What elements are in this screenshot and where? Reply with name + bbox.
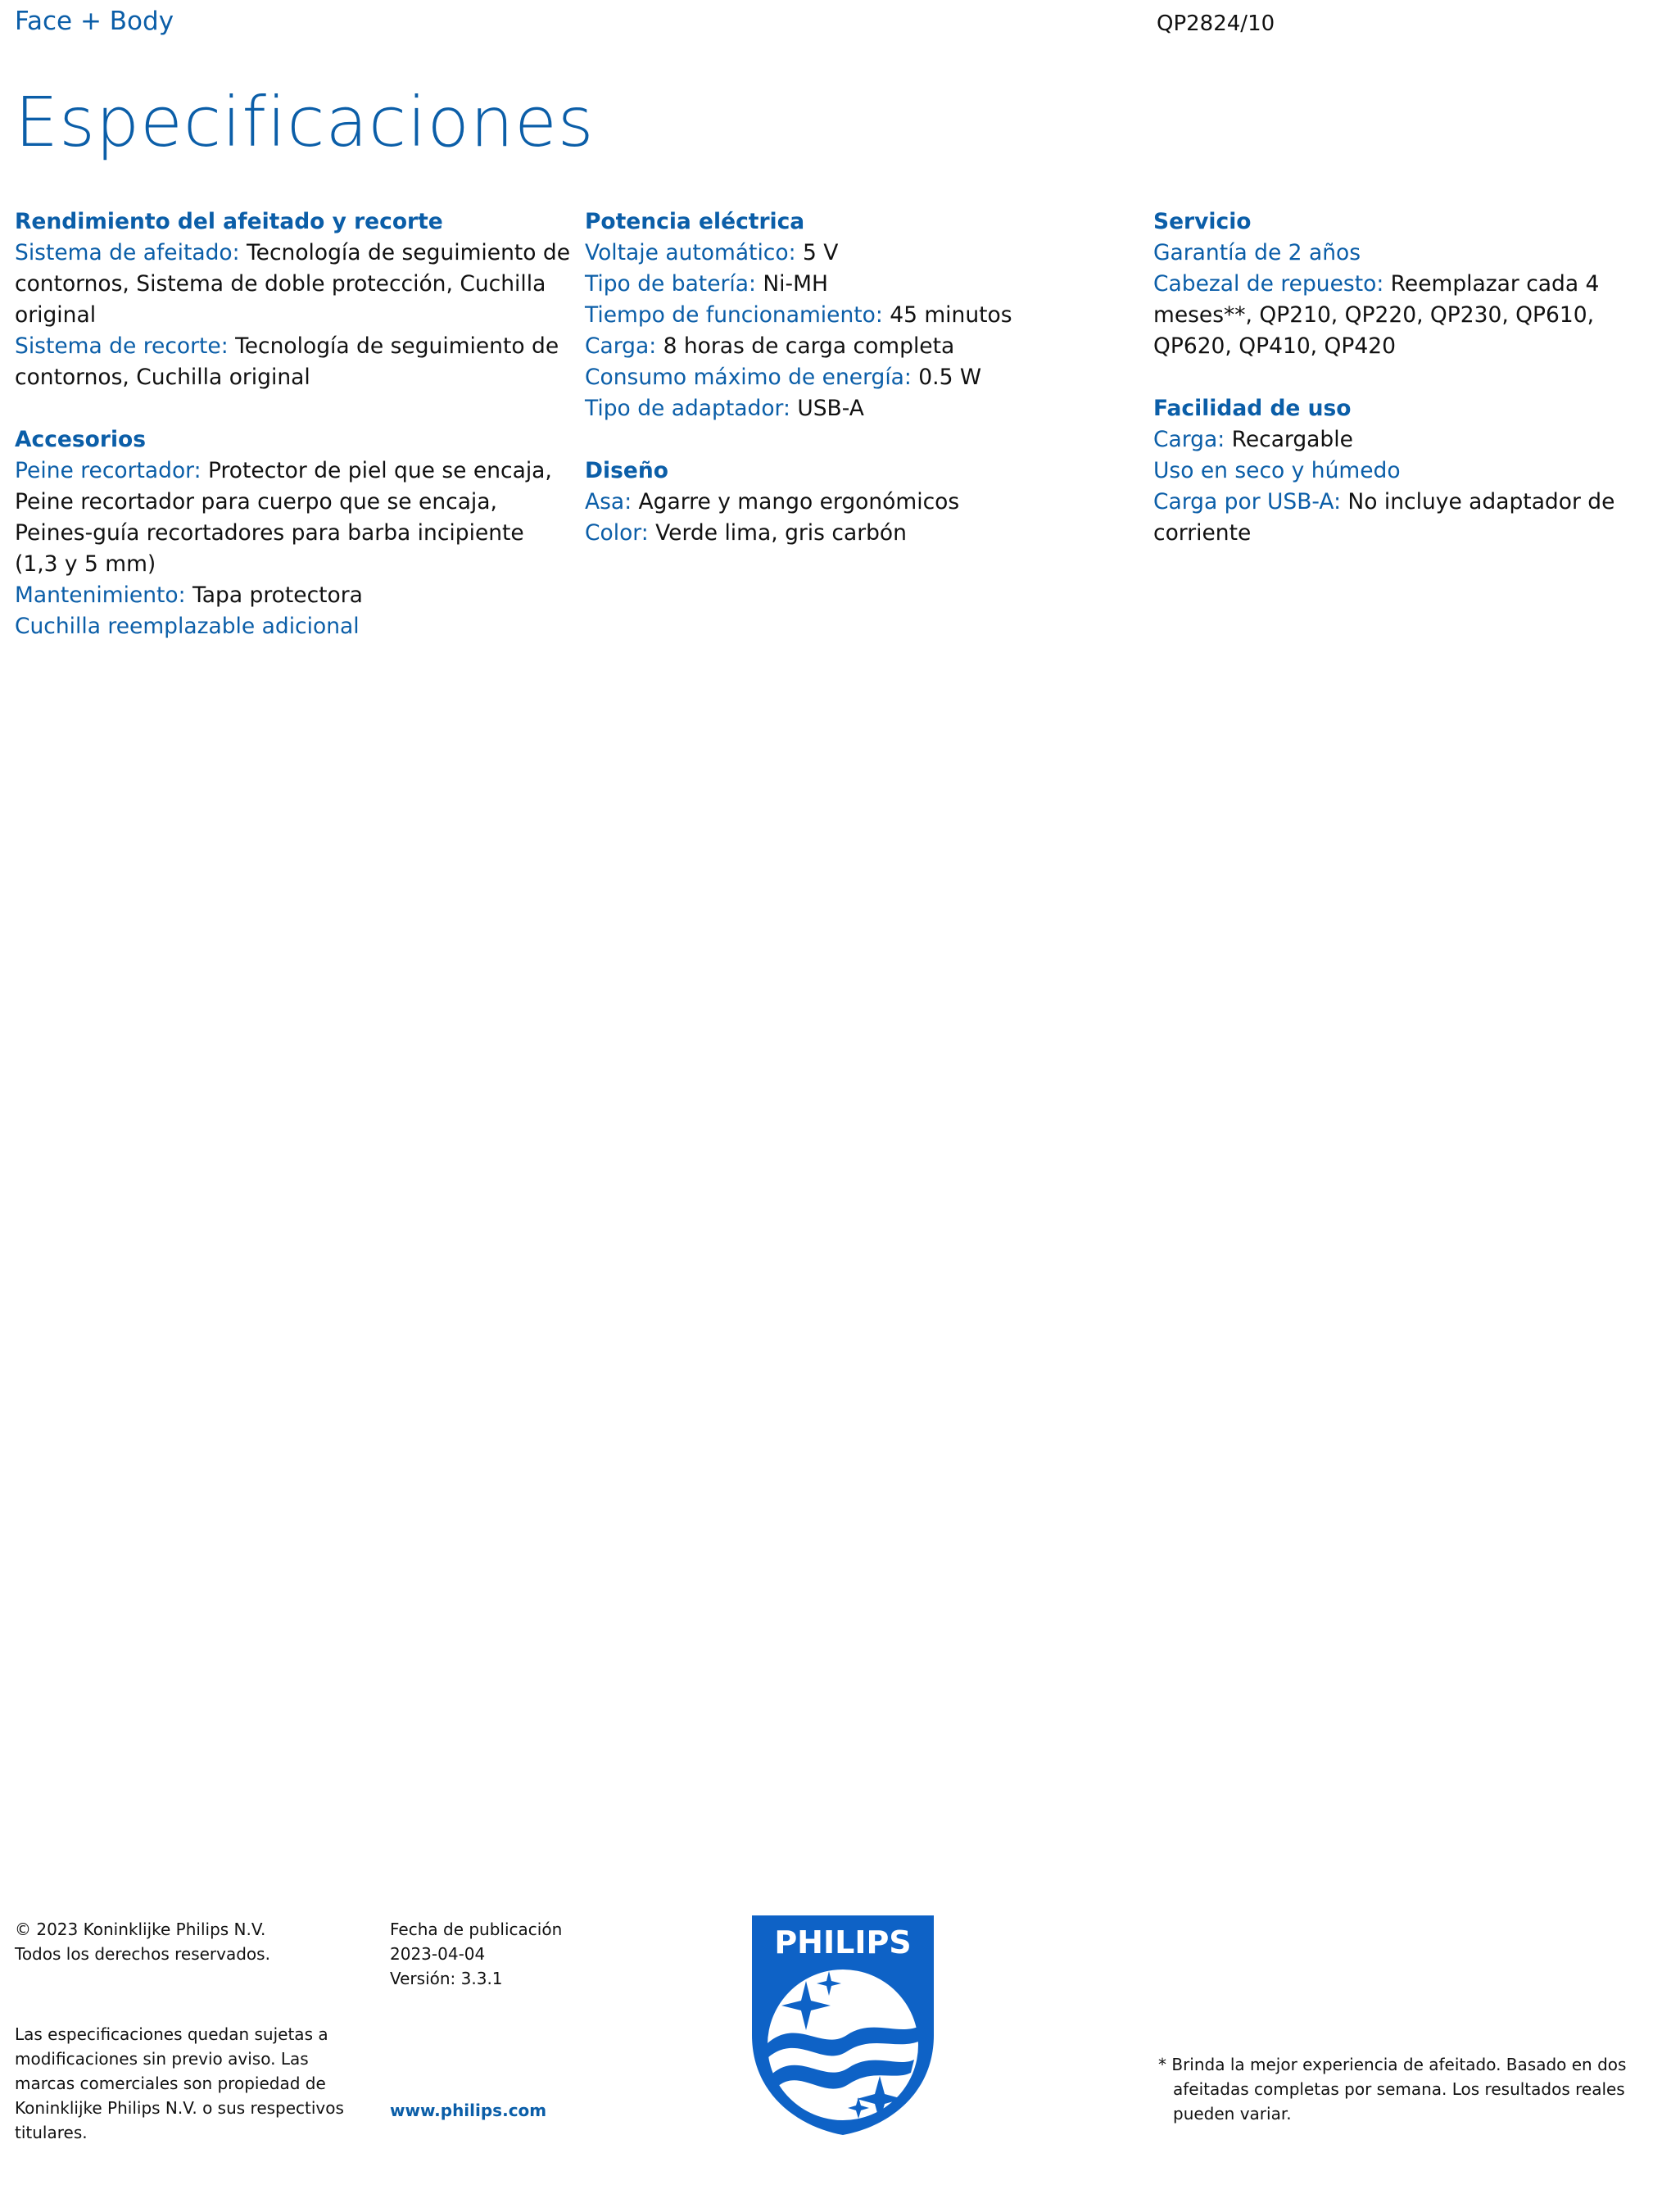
spec-section [1153, 393, 1661, 549]
spec-colon: : [875, 302, 890, 328]
spec-item [1153, 269, 1661, 362]
spec-value: Ni-MH [763, 271, 828, 297]
section-title: Diseño [585, 458, 668, 483]
spec-value: Verde lima, gris carbón [655, 520, 907, 546]
spec-label: Sistema de afeitado [15, 240, 233, 265]
spec-item [15, 331, 572, 393]
model-number: QP2824/10 [1157, 11, 1275, 36]
footer-publication [390, 1917, 636, 1991]
spec-item [585, 238, 1142, 269]
spec-value: Tecnología de seguimiento de contornos, Cuchilla original [15, 333, 559, 390]
rights-line: Todos los derechos reservados. [15, 1944, 270, 1964]
spec-item [1153, 456, 1661, 487]
publication-date: 2023-04-04 [390, 1944, 486, 1964]
spec-label: Garantía de 2 años [1153, 240, 1361, 265]
spec-colon: : [1376, 271, 1391, 297]
philips-shield-logo [749, 1912, 937, 2138]
spec-item [15, 456, 572, 580]
spec-label: Voltaje automático [585, 240, 789, 265]
spec-label: Carga [585, 333, 650, 359]
footer-legal-notice: Las especificaciones quedan sujetas a modificaciones sin previo aviso. Las marcas comerciales son propiedad de Koninklijke Philips N.V. o sus respectivos titulares. [15, 2024, 344, 2142]
spec-value: 5 V [802, 240, 839, 265]
spec-label: Tipo de adaptador [585, 396, 783, 421]
spec-value: No incluye adaptador de corriente [1153, 489, 1615, 546]
spec-item [585, 269, 1142, 300]
spec-section [585, 456, 1142, 549]
spec-label: Asa [585, 489, 625, 514]
spec-label: Mantenimiento [15, 582, 179, 608]
spec-colon: : [232, 240, 247, 265]
spec-label: Tipo de batería [585, 271, 749, 297]
spec-item [585, 300, 1142, 331]
spec-colon: : [782, 396, 798, 421]
spec-value: Agarre y mango ergonómicos [638, 489, 960, 514]
section-title: Servicio [1153, 209, 1252, 234]
spec-value: Recargable [1231, 427, 1353, 452]
spec-label: Tiempo de funcionamiento [585, 302, 876, 328]
spec-item [1153, 238, 1661, 269]
spec-label: Carga por USB-A [1153, 489, 1334, 514]
header-category: Face + Body [15, 7, 174, 36]
spec-label: Peine recortador [15, 458, 194, 483]
spec-label: Carga [1153, 427, 1218, 452]
section-title: Rendimiento del afeitado y recorte [15, 209, 443, 234]
website-link[interactable]: www.philips.com [390, 2101, 547, 2120]
spec-colon: : [649, 333, 663, 359]
spec-section [15, 424, 572, 642]
spec-section [1153, 206, 1661, 362]
spec-label: Consumo máximo de energía [585, 365, 904, 390]
spec-value: Tapa protectora [192, 582, 363, 608]
footnote: * Brinda la mejor experiencia de afeitado. Basado en dos afeitadas completas por semana. Los resultados reales pueden variar. [1158, 2055, 1627, 2124]
version-text: Versión: 3.3.1 [390, 1969, 503, 1988]
spec-item [1153, 487, 1661, 549]
spec-colon: : [624, 489, 639, 514]
spec-colon: : [220, 333, 236, 359]
spec-value: 0.5 W [918, 365, 982, 390]
footer-copyright [15, 1917, 359, 1966]
spec-value: 8 horas de carga completa [663, 333, 955, 359]
spec-column-2 [585, 206, 1142, 580]
publication-label: Fecha de publicación [390, 1920, 563, 1939]
philips-wordmark: PHILIPS [774, 1924, 912, 1960]
spec-value: USB-A [797, 396, 864, 421]
spec-value: 45 minutos [890, 302, 1012, 328]
spec-colon: : [178, 582, 192, 608]
spec-colon: : [749, 271, 763, 297]
spec-column-3 [1153, 206, 1661, 580]
spec-value: Protector de piel que se encaja, Peine recortador para cuerpo que se encaja, Peines-guía recortadores para barba incipiente (1,3 y 5 mm) [15, 458, 552, 577]
section-title: Accesorios [15, 427, 147, 452]
spec-item [585, 393, 1142, 424]
spec-item [585, 518, 1142, 549]
spec-value: Tecnología de seguimiento de contornos, Sistema de doble protección, Cuchilla original [15, 240, 571, 328]
spec-column-1 [15, 206, 572, 673]
spec-colon: : [1217, 427, 1232, 452]
spec-item [585, 487, 1142, 518]
section-title: Potencia eléctrica [585, 209, 805, 234]
spec-item [15, 580, 572, 611]
section-title: Facilidad de uso [1153, 396, 1352, 421]
spec-label: Cuchilla reemplazable adicional [15, 614, 360, 639]
spec-item [585, 362, 1142, 393]
spec-colon: : [193, 458, 208, 483]
spec-item [15, 238, 572, 331]
spec-item [15, 611, 572, 642]
spec-label: Uso en seco y húmedo [1153, 458, 1401, 483]
spec-colon: : [788, 240, 803, 265]
spec-section [585, 206, 1142, 424]
copyright-line: © 2023 Koninklijke Philips N.V. [15, 1920, 266, 1939]
page-title: Especificaciones [15, 82, 595, 162]
spec-colon: : [903, 365, 919, 390]
spec-value: Reemplazar cada 4 meses**, QP210, QP220, QP230, QP610, QP620, QP410, QP420 [1153, 271, 1600, 359]
spec-colon: : [1334, 489, 1348, 514]
spec-item [1153, 424, 1661, 456]
spec-colon: : [641, 520, 656, 546]
spec-label: Sistema de recorte [15, 333, 221, 359]
spec-label: Cabezal de repuesto [1153, 271, 1377, 297]
spec-label: Color [585, 520, 641, 546]
spec-section [15, 206, 572, 393]
spec-item [585, 331, 1142, 362]
